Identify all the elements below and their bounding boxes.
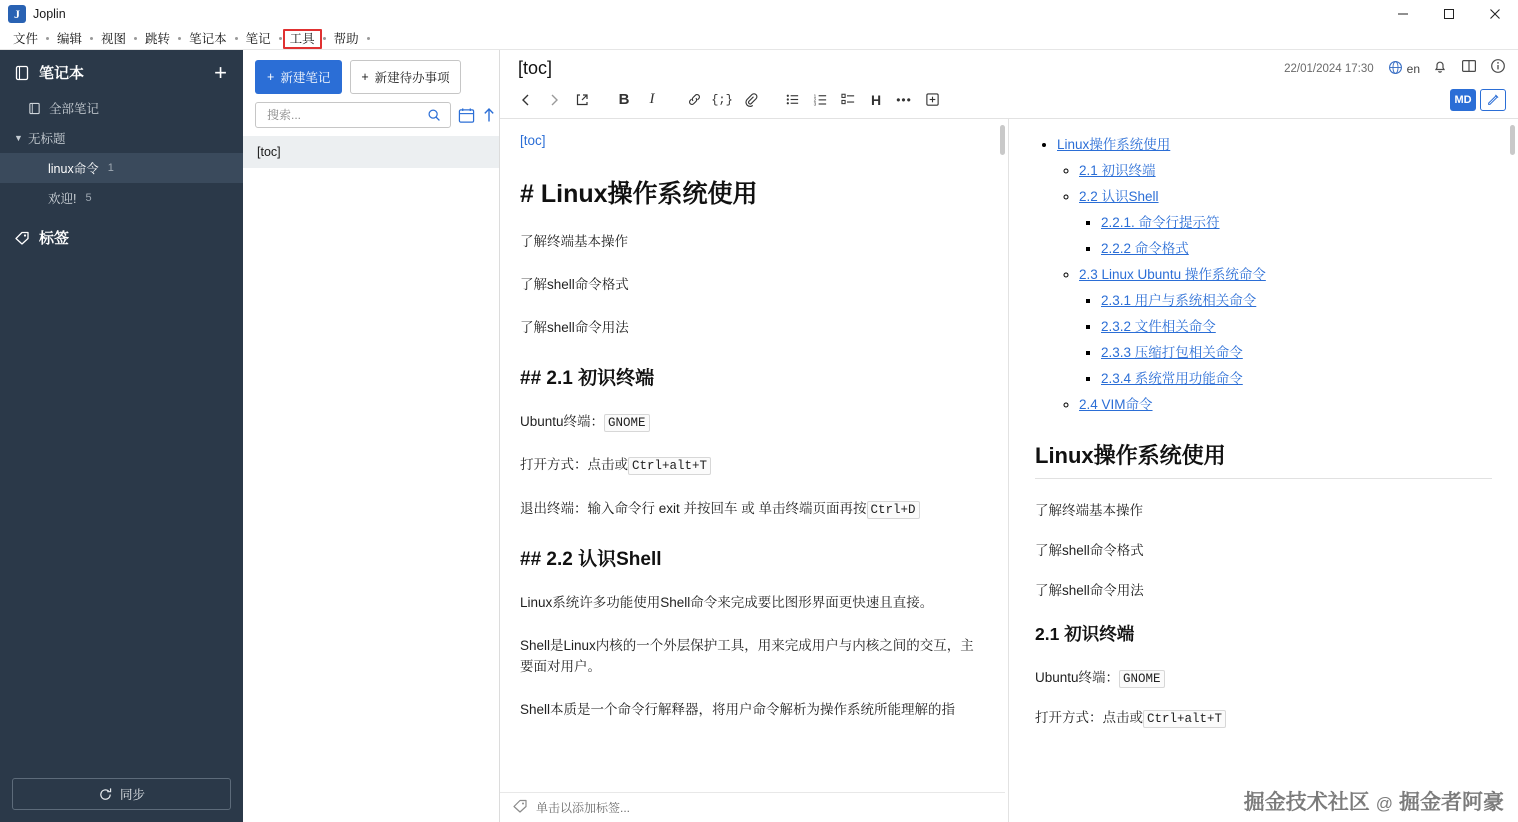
source-paragraph-code [520, 499, 986, 520]
markdown-source-pane[interactable] [500, 119, 1009, 822]
toc-item[interactable] [1101, 315, 1492, 335]
editor-toolbar [500, 83, 1518, 119]
preview-paragraph: 了解shell命令用法 [1035, 583, 1144, 598]
toc-link[interactable]: 2.2 认识Shell [1079, 189, 1159, 204]
preview-pane[interactable] [1009, 119, 1518, 822]
new-todo-label: 新建待办事项 [374, 71, 450, 85]
source-text: Ubuntu终端： [520, 413, 605, 429]
globe-icon [1388, 60, 1403, 78]
menu-item-file[interactable]: 文件 [13, 31, 39, 46]
preview-text: 打开方式：点击或 [1035, 710, 1143, 725]
toc-sublist [1057, 159, 1492, 413]
sidebar-notebooks-header [0, 50, 243, 93]
tag-bar[interactable] [500, 792, 1005, 822]
source-heading-2: ## 2.1 初识终端 [520, 367, 655, 389]
toc-sublist [1079, 289, 1492, 387]
menu-separator-dot [235, 37, 238, 40]
app-title: Joplin [33, 7, 66, 21]
forward-button[interactable] [542, 88, 566, 112]
new-todo-button[interactable] [350, 60, 460, 94]
preview-scrollbar[interactable] [1510, 125, 1515, 155]
source-paragraph: 了解shell命令用法 [520, 319, 629, 335]
sidebar-item-all-notes[interactable] [0, 93, 243, 123]
source-heading-2: ## 2.2 认识Shell [520, 548, 662, 570]
inline-code: Ctrl+alt+T [1143, 710, 1226, 728]
menu-bar [0, 28, 1518, 50]
sidebar-item-label: 欢迎! [48, 192, 77, 206]
insert-date-icon[interactable] [920, 88, 944, 112]
source-paragraph: Shell本质是一个命令行解释器，将用户命令解析为操作系统所能理解的指 [520, 701, 956, 717]
note-list-buttons [243, 50, 499, 100]
note-title-input[interactable]: [toc] [518, 58, 553, 78]
toc-item[interactable] [1101, 367, 1492, 387]
menu-separator-dot [323, 37, 326, 40]
sidebar-item-welcome[interactable] [0, 183, 243, 213]
sidebar-item-count: 1 [107, 162, 114, 174]
source-paragraph-code [520, 455, 986, 476]
source-text: 退出终端：输入命令行 exit 并按回车 或 单击终端页面再按 [520, 500, 867, 516]
source-toc-marker: [toc] [520, 133, 546, 148]
title-bar [0, 0, 1518, 28]
sync-button[interactable] [12, 778, 231, 810]
toc-link[interactable]: Linux操作系统使用 [1057, 137, 1171, 152]
sidebar-item-linux-commands[interactable] [0, 153, 243, 183]
editor-panel [500, 50, 1518, 822]
search-icon[interactable] [424, 104, 444, 126]
toc-sublist [1079, 211, 1492, 257]
markdown-editor-toggle[interactable]: MD [1450, 89, 1476, 111]
menu-item-help[interactable]: 帮助 [333, 31, 359, 46]
toc-list [1035, 133, 1492, 413]
editor-mode-toggle-group [1450, 89, 1506, 111]
sidebar-item-label: linux命令 [48, 162, 99, 176]
heading-button[interactable]: H [870, 91, 882, 108]
code-icon[interactable]: {;} [711, 92, 733, 107]
source-paragraph: Shell是Linux内核的一个外层保护工具，用来完成用户与内核之间的交互，主要面对用户。 [520, 637, 974, 674]
toggle-layout-icon[interactable] [1461, 58, 1477, 79]
new-note-label: 新建笔记 [280, 71, 331, 85]
note-updated-time: 22/01/2024 17:30 [1284, 62, 1374, 75]
inline-code: Ctrl+D [867, 501, 920, 519]
sidebar-tags-header[interactable] [0, 213, 243, 258]
alarm-icon[interactable] [1432, 58, 1448, 79]
sidebar-item-count: 5 [85, 192, 92, 204]
svg-text:1: 1 [813, 93, 816, 99]
toc-link[interactable]: 2.4 VIM命令 [1079, 397, 1153, 412]
add-notebook-button[interactable]: + [214, 59, 227, 85]
toc-item[interactable] [1079, 159, 1492, 179]
toc-link[interactable]: 2.3.4 系统常用功能命令 [1101, 371, 1243, 386]
menu-item-tools[interactable]: 工具 [283, 29, 322, 49]
tag-icon [512, 798, 528, 817]
menu-item-view[interactable]: 视图 [101, 31, 127, 46]
editor-preview-panes [500, 119, 1518, 822]
calendar-icon[interactable] [458, 104, 475, 126]
rich-text-editor-toggle[interactable] [1480, 89, 1506, 111]
source-paragraph-code [520, 412, 986, 433]
chevron-down-icon[interactable]: ▼ [14, 133, 23, 143]
toc-item[interactable] [1101, 211, 1492, 231]
sidebar-notebooks-label: 笔记本 [39, 65, 85, 82]
note-list-search-row [243, 100, 499, 136]
back-button[interactable] [514, 88, 538, 112]
numbered-list-icon[interactable] [808, 88, 832, 112]
inline-code: GNOME [604, 414, 650, 432]
toc-item[interactable] [1079, 263, 1492, 387]
preview-heading-2: 2.1 初识终端 [1035, 624, 1135, 644]
source-paragraph: 了解终端基本操作 [520, 234, 628, 249]
toc-item[interactable] [1079, 185, 1492, 257]
toc-item[interactable] [1101, 237, 1492, 257]
menu-separator-dot [90, 37, 93, 40]
maximize-button[interactable] [1426, 0, 1472, 28]
inline-code: GNOME [1119, 670, 1165, 688]
bold-button[interactable]: B [618, 91, 630, 108]
tag-input-placeholder[interactable]: 单击以添加标签... [536, 801, 631, 815]
note-title-bar [500, 50, 1518, 83]
toc-link[interactable]: 2.1 初识终端 [1079, 163, 1156, 178]
source-paragraph: 了解shell命令格式 [520, 276, 629, 292]
preview-paragraph: 了解终端基本操作 [1035, 503, 1143, 518]
window-controls [1380, 0, 1518, 28]
checkbox-list-icon[interactable] [836, 88, 860, 112]
horizontal-rule-icon[interactable]: ••• [896, 92, 912, 107]
preview-paragraph-code [1035, 666, 1492, 686]
plus-icon: + [267, 70, 275, 84]
open-external-icon[interactable] [570, 88, 594, 112]
source-heading-1: # Linux操作系统使用 [520, 180, 758, 208]
preview-paragraph-code [1035, 706, 1492, 726]
language-label: en [1406, 61, 1420, 76]
preview-text: Ubuntu终端： [1035, 670, 1120, 685]
plus-icon: + [361, 70, 369, 84]
menu-item-edit[interactable]: 编辑 [57, 31, 83, 46]
app-logo-icon: J [8, 5, 26, 23]
search-input[interactable] [265, 107, 424, 123]
menu-separator-dot [134, 37, 137, 40]
menu-separator-dot [178, 37, 181, 40]
toc-link[interactable]: 2.2.1. 命令行提示符 [1101, 215, 1220, 230]
menu-item-goto[interactable]: 跳转 [145, 31, 171, 46]
list-item[interactable] [243, 136, 499, 168]
watermark-author: 掘金者阿豪 [1399, 791, 1504, 814]
sidebar-tags-label: 标签 [39, 230, 70, 247]
toc-link[interactable]: 2.3.2 文件相关命令 [1101, 319, 1216, 334]
sort-order-icon[interactable] [482, 104, 496, 126]
sync-icon [98, 787, 113, 802]
toc-item[interactable] [1079, 393, 1492, 413]
preview-heading-1: Linux操作系统使用 [1035, 439, 1492, 479]
menu-separator-dot [279, 37, 282, 40]
watermark-site: 掘金技术社区 [1243, 791, 1370, 814]
toc-link[interactable]: 2.2.2 命令格式 [1101, 241, 1189, 256]
toc-item[interactable] [1057, 133, 1492, 413]
preview-paragraph: 了解shell命令格式 [1035, 543, 1144, 558]
link-icon[interactable] [682, 88, 706, 112]
sidebar-item-untitled-notebook[interactable] [0, 123, 243, 153]
main-body [0, 50, 1518, 822]
new-note-button[interactable] [255, 60, 342, 94]
note-actions [1432, 58, 1506, 79]
minimize-button[interactable] [1380, 0, 1426, 28]
inline-code: Ctrl+alt+T [628, 457, 711, 475]
menu-separator-dot [46, 37, 49, 40]
toc-link[interactable]: 2.3.3 压缩打包相关命令 [1101, 345, 1243, 360]
sidebar [0, 50, 243, 822]
attachment-icon[interactable] [738, 88, 762, 112]
source-text: 打开方式：点击或 [520, 457, 628, 473]
watermark-at: @ [1375, 794, 1393, 813]
menu-item-notebook[interactable]: 笔记本 [189, 31, 227, 46]
italic-button[interactable]: I [649, 91, 655, 107]
notebook-icon [14, 65, 30, 81]
menu-separator-dot [367, 37, 370, 40]
toc-item[interactable] [1101, 289, 1492, 309]
sidebar-item-label: 无标题 [28, 132, 66, 146]
spellcheck-language[interactable] [1388, 60, 1420, 78]
svg-text:3: 3 [813, 101, 816, 107]
note-list-panel [243, 50, 500, 822]
watermark [1244, 786, 1504, 816]
close-button[interactable] [1472, 0, 1518, 28]
search-box[interactable] [255, 102, 451, 128]
toc-link[interactable]: 2.3.1 用户与系统相关命令 [1101, 293, 1257, 308]
all-notes-icon [28, 102, 41, 115]
sidebar-item-label: 全部笔记 [49, 102, 100, 116]
svg-text:2: 2 [813, 97, 816, 103]
tag-icon [14, 230, 30, 246]
source-scrollbar[interactable] [1000, 125, 1005, 155]
note-item-title: [toc] [257, 145, 281, 159]
toc-link[interactable]: 2.3 Linux Ubuntu 操作系统命令 [1079, 267, 1266, 282]
menu-item-note[interactable]: 笔记 [245, 31, 271, 46]
sync-label: 同步 [119, 788, 145, 802]
source-paragraph: Linux系统许多功能使用Shell命令来完成要比图形界面更快速且直接。 [520, 594, 934, 610]
bullet-list-icon[interactable] [780, 88, 804, 112]
toc-item[interactable] [1101, 341, 1492, 361]
note-properties-icon[interactable] [1490, 58, 1506, 79]
